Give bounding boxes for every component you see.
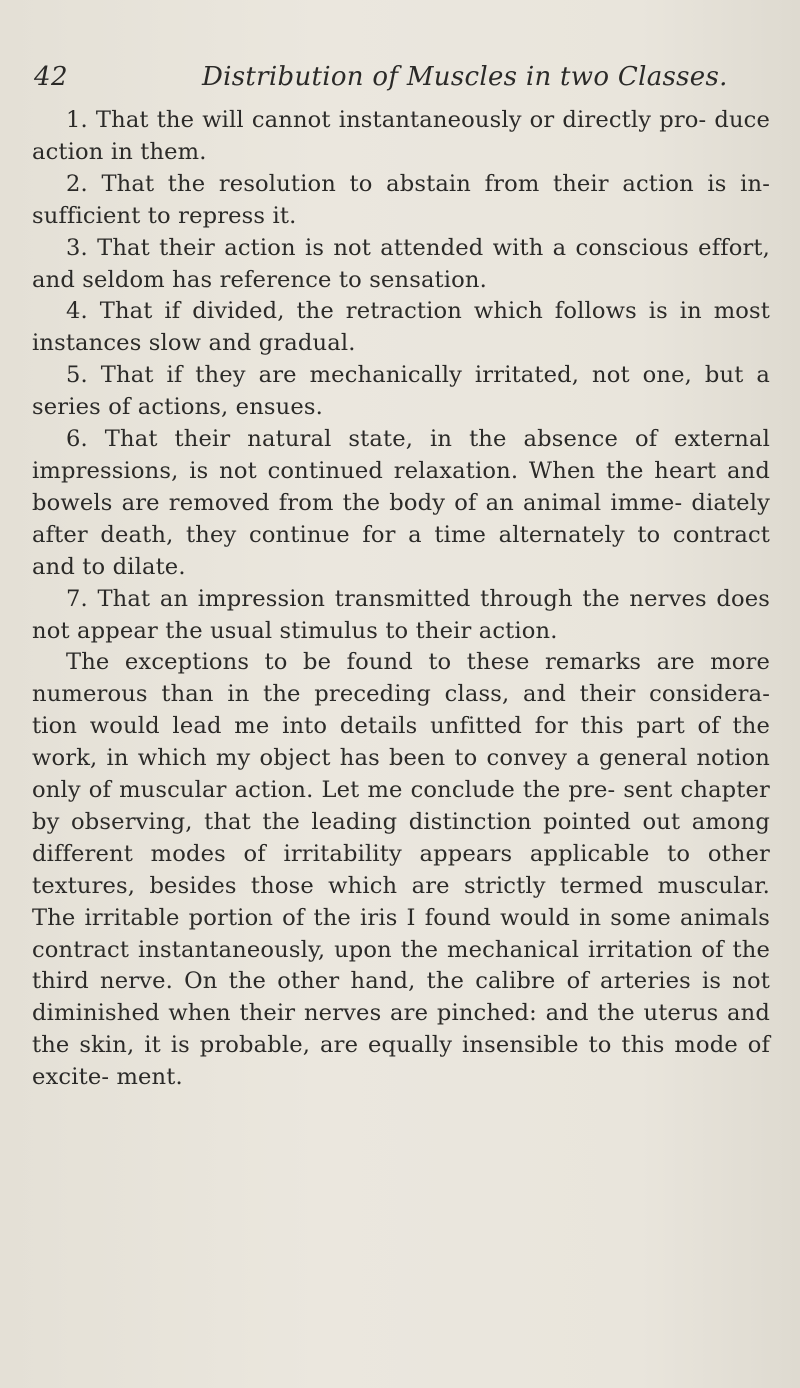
paragraph-3: 3. That their action is not attended with a conscious effort, and seldom has reference to sensation. xyxy=(32,234,770,293)
paragraph-exceptions: The exceptions to be found to these remarks are more numerous than in the preceding class, and their considera- tion would lead me into details unfitted for this part of the work, in which my object has been to convey a general notion only of muscular action. Let me conclude the pre- sent chapter by observing, that the leading distinction pointed out among different modes of irritability appears applicable to other textures, besides those which are strictly termed muscular. The irritable portion of the iris I found would in some animals contract instantaneously, upon the mechanical irritation of the third nerve. On the other hand, the calibre of arteries is not diminished when their nerves are pinched: and the uterus and the skin, it is probable, are equally insensible to this mode of excite- ment. xyxy=(32,649,770,1091)
running-title: Distribution of Muscles in two Classes. xyxy=(202,62,728,92)
paragraph-7: 7. That an impression transmitted through the nerves does not appear the usual stimulus to their action. xyxy=(32,585,770,644)
paragraph-5: 5. That if they are mechanically irritated, not one, but a series of actions, ensues. xyxy=(32,362,770,421)
body-text xyxy=(32,105,770,1094)
paragraph-6: 6. That their natural state, in the absence of external impressions, is not continued relaxation. When the heart and bowels are removed from the body of an animal imme- diately after death, they continue for a time alternately to contract and to dilate. xyxy=(32,426,770,580)
paragraph-2: 2. That the resolution to abstain from their action is in- sufficient to repress it. xyxy=(32,170,770,229)
page-header xyxy=(30,62,770,102)
page-number: 42 xyxy=(34,62,69,92)
paragraph-4: 4. That if divided, the retraction which follows is in most instances slow and gradual. xyxy=(32,298,770,357)
paragraph-1: 1. That the will cannot instantaneously or directly pro- duce action in them. xyxy=(32,107,770,165)
